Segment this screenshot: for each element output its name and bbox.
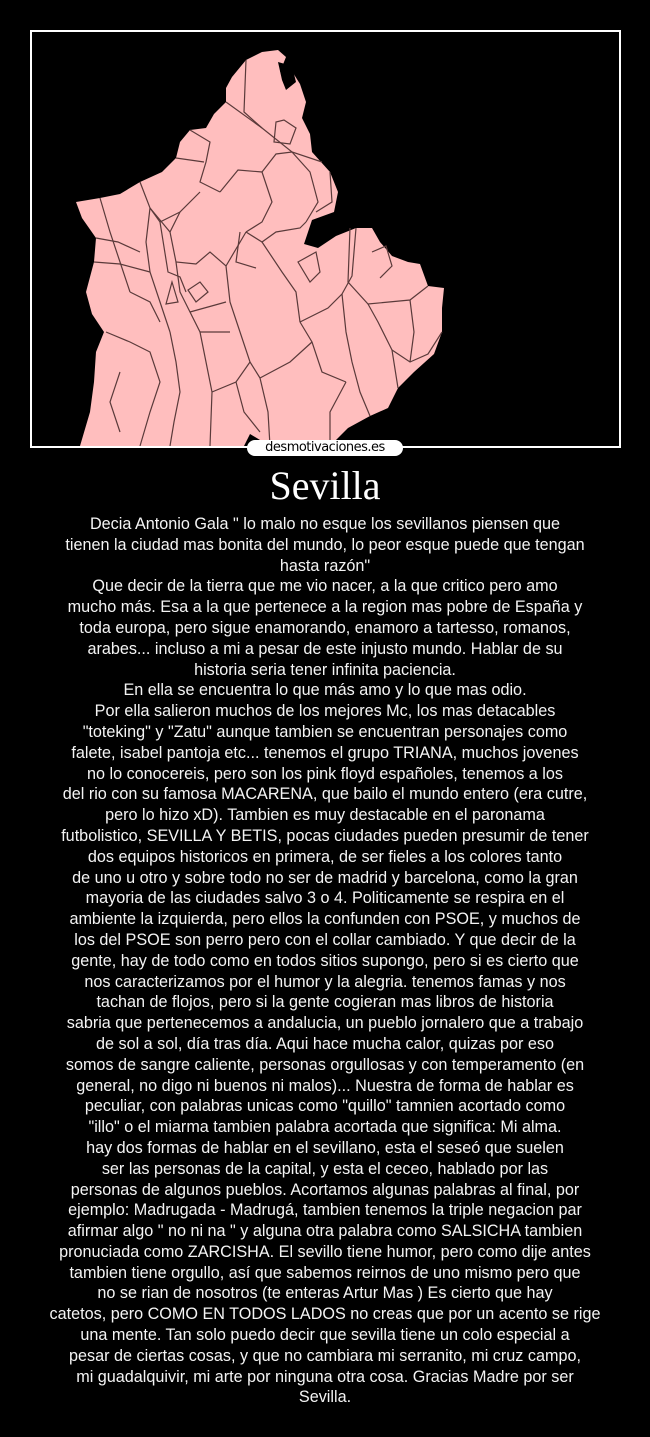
watermark-badge — [247, 440, 403, 456]
body-line: Sevilla. — [298, 1388, 352, 1407]
body-line: pronuciada como ZARCISHA. El sevillo tiene humor, pero como dije antes — [59, 1242, 591, 1261]
body-line: mayoria de las ciudades salvo 3 o 4. Politicamente se respira en el — [85, 889, 565, 908]
body-line: Que decir de la tierra que me vio nacer, a la que critico pero amo — [92, 577, 558, 596]
body-line: mi guadalquivir, mi arte por ninguna otra cosa. Gracias Madre por ser — [76, 1367, 574, 1386]
body-line: una mente. Tan solo puedo decir que sevilla tiene un colo especial a — [80, 1326, 570, 1345]
poster-title — [0, 462, 650, 512]
body-line: tienen la ciudad mas bonita del mundo, lo peor esque puede que tengan — [65, 535, 585, 554]
body-line: ejemplo: Madrugada - Madrugá, tambien tenemos la triple negacion par — [68, 1201, 582, 1220]
body-line: toda europa, pero sigue enamorando, enamoro a tartesso, romanos, — [79, 618, 571, 637]
body-line: afirmar algo " no ni na " y alguna otra palabra como SALSICHA tambien — [67, 1222, 583, 1241]
body-line: no lo conocereis, pero son los pink floyd españoles, tenemos a los — [86, 764, 563, 783]
body-line: hay dos formas de hablar en el sevillano, esta el seseó que suelen — [86, 1138, 564, 1157]
body-line: gente, hay de todo como en todos sitios supongo, pero si es cierto que — [71, 951, 579, 970]
body-line: "illo" o el miarma tambien palabra acortada que significa: Mi alma. — [88, 1118, 562, 1137]
body-line: tachan de flojos, pero si la gente cogieran mas libros de historia — [96, 993, 554, 1012]
body-line: arabes... incluso a mi a pesar de este injusto mundo. Hablar de su — [87, 639, 563, 658]
map-notch-2 — [360, 420, 376, 438]
image-frame — [30, 30, 621, 448]
body-line: futbolistico, SEVILLA Y BETIS, pocas ciudades pueden presumir de tener — [61, 826, 589, 845]
body-line: mucho más. Esa a la que pertenece a la region mas pobre de España y — [67, 598, 583, 617]
body-line: ser las personas de la capital, y esta el ceceo, hablado por las — [101, 1159, 549, 1178]
body-line: En ella se encuentra lo que más amo y lo que mas odio. — [123, 681, 527, 700]
body-line: no se rian de nosotros (te enteras Artur Mas ) Es cierto que hay — [97, 1284, 553, 1303]
body-line: historia seria tener infinita paciencia. — [194, 660, 456, 679]
body-line: sabria que pertenecemos a andalucia, un pueblo jornalero que a trabajo — [66, 1014, 584, 1033]
body-line: tambien tiene orgullo, así que sabemos reirnos de uno mismo pero que — [69, 1263, 581, 1282]
body-line: peculiar, con palabras unicas como "quillo" tamnien acortado como — [84, 1097, 566, 1116]
body-line: general, no digo ni buenos ni malos)... Nuestra de forma de hablar es — [76, 1076, 574, 1095]
body-line: dos equipos historicos en primera, de ser fieles a los colores tanto — [87, 847, 563, 866]
body-line: ambiente la izquierda, pero ellos la confunden con PSOE, y muchos de — [69, 910, 581, 929]
body-line: los del PSOE son perro pero con el collar cambiado. Y que decir de la — [74, 930, 576, 949]
body-line: hasta razón" — [279, 556, 371, 575]
poster-body — [25, 514, 625, 1408]
body-line: Decia Antonio Gala " lo malo no esque los sevillanos piensen que — [89, 515, 561, 533]
body-line: pesar de ciertas cosas, y que no cambiara mi serranito, mi cruz campo, — [69, 1346, 581, 1365]
body-line: Por ella salieron muchos de los mejores Mc, los mas detacables — [94, 702, 556, 721]
watermark-text: desmotivaciones.es — [265, 440, 385, 455]
body-line: de uno u otro y sobre todo no ser de madrid y barcelona, como la gran — [72, 868, 578, 887]
body-line: falete, isabel pantoja etc... tenemos el grupo TRIANA, muchos jovenes — [71, 743, 579, 762]
body-line: "toteking" y "Zatu" aunque tambien se encuentran personajes como — [82, 722, 568, 741]
body-line: del rio con su famosa MACARENA, que bailo el mundo entero (era cutre, — [62, 785, 588, 804]
body-line: catetos, pero COMO EN TODOS LADOS no creas que por un acento se rige — [49, 1305, 601, 1324]
body-line: nos caracterizamos por el humor y la alegria. tenemos famas y nos — [84, 972, 566, 991]
body-line: somos de sangre caliente, personas orgullosas y con temperamento (en — [65, 1055, 585, 1074]
body-line: de sol a sol, día tras día. Aqui hace mucha calor, quizas por eso — [95, 1034, 554, 1053]
sevilla-province-map-image — [32, 32, 619, 446]
poster-title-text: Sevilla — [269, 463, 381, 508]
body-line: personas de algunos pueblos. Acortamos algunas palabras al final, por — [70, 1180, 580, 1199]
body-line: pero lo hizo xD). Tambien es muy destacable en el paronama — [105, 806, 545, 825]
